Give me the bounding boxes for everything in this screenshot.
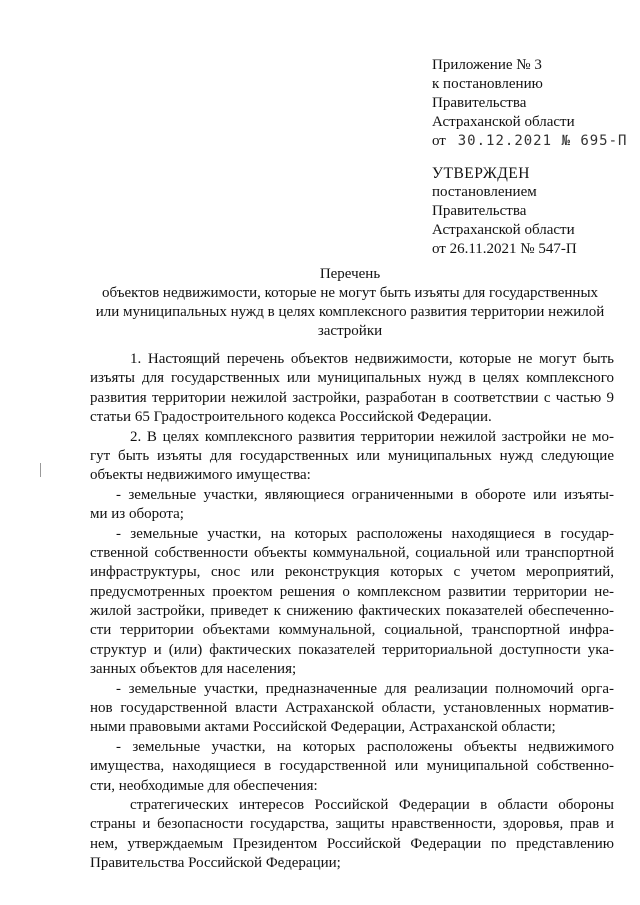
appendix-block (432, 56, 632, 151)
approved-line: постановлением (432, 184, 537, 200)
body-line: сти территории объектами коммунальной, социальной, транспортной инфра- (90, 622, 614, 639)
title-line: или муниципальных нужд в целях комплексного развития территории нежилой (95, 304, 605, 320)
body-line: статьи 65 Градостроительного кодекса Российской Федерации. (90, 409, 492, 426)
document-title (80, 265, 620, 341)
title-line: объектов недвижимости, которые не могут быть изъяты для государственных (101, 285, 599, 301)
body-line: - земельные участки, на которых расположены объекты недвижимого (116, 738, 614, 755)
appendix-line: к постановлению (432, 76, 543, 92)
approved-line: Астраханской области (432, 222, 575, 238)
body-line: развития территории нежилой застройки, разработан в соответствии с частью 9 (90, 389, 614, 406)
appendix-line: Правительства (432, 95, 527, 111)
approved-line: Правительства (432, 203, 527, 219)
body-line: ственной собственности объекты коммунальной, социальной или транспортной (90, 544, 614, 561)
appendix-ot-label: от (432, 133, 446, 149)
appendix-date-stamp: 30.12.2021 № 695-П (457, 133, 628, 149)
appendix-line: Астраханской области (432, 114, 575, 130)
body-line: нов государственной власти Астраханской области, установленных норматив- (90, 700, 614, 717)
body-line: 1. Настоящий перечень объектов недвижимости, которые не могут быть (130, 351, 614, 367)
body-line: объекты недвижимого имущества: (90, 467, 311, 484)
body-line: 2. В целях комплексного развития территории нежилой застройки не мо- (130, 428, 614, 445)
body-line: сти, необходимые для обеспечения: (90, 777, 318, 794)
body-line: - земельные участки, предназначенные для реализации полномочий орга- (116, 680, 614, 697)
margin-mark (40, 463, 41, 477)
document-body (90, 350, 614, 874)
body-line: гут быть изъяты для государственных или муниципальных нужд следующие (90, 447, 614, 464)
title-line: Перечень (319, 266, 381, 282)
body-line: структур и (или) фактических показателей территориальной доступности ука- (90, 641, 614, 658)
approved-title: УТВЕРЖДЕН (432, 165, 530, 182)
body-line: жилой застройки, приведет к снижению фактических показателей обеспеченно- (90, 603, 614, 620)
body-line: - земельные участки, являющиеся ограниченными в обороте или изъяты- (116, 486, 614, 503)
body-line: инфраструктуры, снос или реконструкция которых с учетом мероприятий, (90, 564, 614, 581)
body-line: нем, утверждаемым Президентом Российской Федерации по представлению (90, 835, 614, 852)
body-line: занных объектов для населения; (90, 661, 297, 678)
body-line: стратегических интересов Российской Федерации в области обороны (130, 796, 614, 813)
body-line: Правительства Российской Федерации; (90, 855, 341, 872)
approved-block (432, 164, 632, 259)
body-line: ными правовыми актами Российской Федерации, Астраханской области; (90, 719, 556, 736)
appendix-line: Приложение № 3 (432, 57, 542, 73)
body-line: предусмотренных проектом решения о комплексном развитии территории не- (90, 583, 614, 600)
body-line: страны и безопасности государства, защиты нравственности, здоровья, прав и (90, 816, 614, 833)
title-line: застройки (317, 323, 383, 339)
body-line: изъяты для государственных или муниципальных нужд в целях комплексного (90, 370, 614, 387)
approved-line: от 26.11.2021 № 547-П (432, 241, 577, 257)
appendix-date-line (432, 132, 632, 151)
body-line: ми из оборота; (90, 506, 184, 523)
body-line: имущества, находящиеся в государственной или муниципальной собственно- (90, 758, 614, 775)
body-line: - земельные участки, на которых расположены находящиеся в государ- (116, 525, 614, 542)
